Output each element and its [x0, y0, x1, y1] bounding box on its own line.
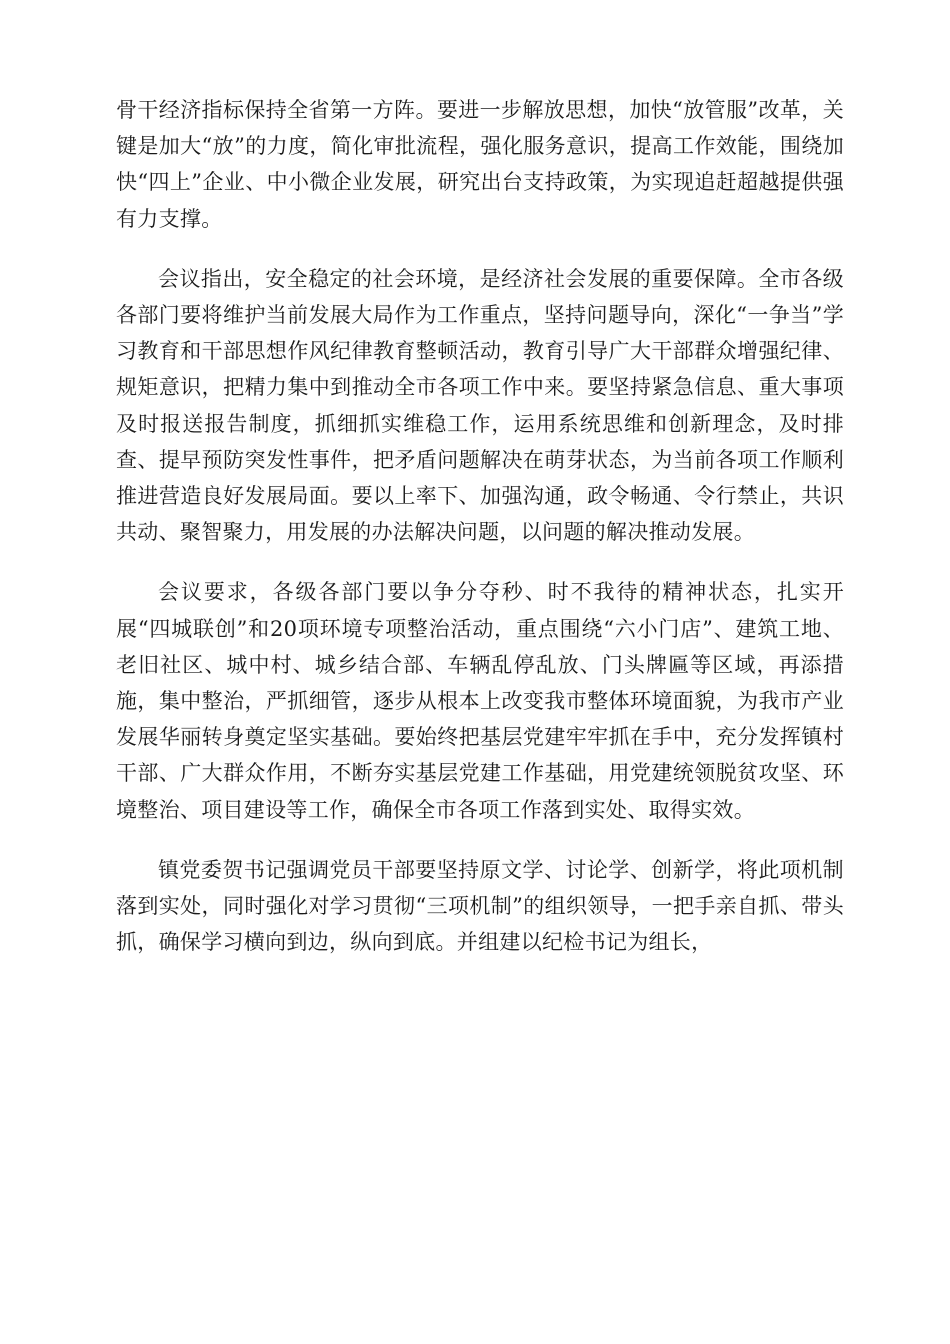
document-body: [116, 92, 844, 984]
paragraph-meeting-pointed-out: 会议指出，安全稳定的社会环境，是经济社会发展的重要保障。全市各级各部门要将维护当前发展大局作为工作重点，坚持问题导向，深化“一争当”学习教育和干部思想作风纪律教育整顿活动，教育引导广大干部群众增强纪律、规矩意识，把精力集中到推动全市各项工作中来。要坚持紧急信息、重大事项及时报送报告制度，抓细抓实维稳工作，运用系统思维和创新理念，及时排查、提早预防突发性事件，把矛盾问题解决在萌芽状态，为当前各项工作顺利推进营造良好发展局面。要以上率下、加强沟通，政令畅通、令行禁止，共识共动、聚智聚力，用发展的办法解决问题，以问题的解决推动发展。: [116, 266, 844, 545]
paragraph-continuation: 骨干经济指标保持全省第一方阵。要进一步解放思想，加快“放管服”改革，关键是加大“放”的力度，简化审批流程，强化服务意识，提高工作效能，围绕加快“四上”企业、中小微企业发展，研究出台支持政策，为实现追赶超越提供强有力支撑。: [116, 98, 844, 231]
paragraph-meeting-requirements: 会议要求，各级各部门要以争分夺秒、时不我待的精神状态，扎实开展“四城联创”和20项环境专项整治活动，重点围绕“六小门店”、建筑工地、老旧社区、城中村、城乡结合部、车辆乱停乱放、门头牌匾等区域，再添措施，集中整治，严抓细管，逐步从根本上改变我市整体环境面貌，为我市产业发展华丽转身奠定坚实基础。要始终把基层党建牢牢抓在手中，充分发挥镇村干部、广大群众作用，不断夯实基层党建工作基础，用党建统领脱贫攻坚、环境整治、项目建设等工作，确保全市各项工作落到实处、取得实效。: [116, 580, 844, 822]
paragraph-party-secretary: 镇党委贺书记强调党员干部要坚持原文学、讨论学、创新学，将此项机制落到实处，同时强化对学习贯彻“三项机制”的组织领导，一把手亲自抓、带头抓，确保学习横向到边，纵向到底。并组建以纪检书记为组长，: [116, 857, 844, 955]
